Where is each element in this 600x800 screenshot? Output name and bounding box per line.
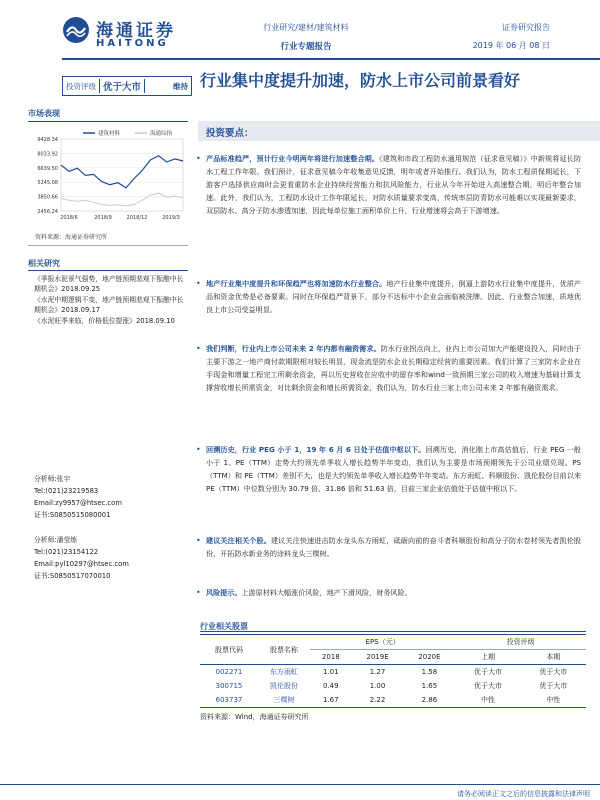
key-point-lead: 风险提示。 (206, 588, 242, 597)
cell-eps-2020e: 1.58 (421, 668, 438, 676)
analyst-name: 分析师:张宇 (34, 475, 71, 483)
stock-table-title: 行业相关股票 (200, 622, 248, 631)
related-item[interactable]: 《季报水泥景气强势，地产链预期悲观下酝酿中长期机会》2018.09.25 (34, 275, 184, 293)
x-tick-label: 2018/6 (60, 215, 78, 221)
series-line-haitong-index (61, 193, 183, 206)
report-type: 证券研究报告 (502, 23, 550, 32)
bullet-icon: • (196, 279, 201, 288)
col-header-2019e: 2019E (352, 650, 404, 665)
chart-legend (83, 129, 173, 137)
rating-status: 维持 (173, 81, 188, 91)
cell-rating-prev: 优于大市 (474, 668, 502, 676)
analyst-tel: Tel:(021)23154122 (34, 548, 99, 556)
cell-rating-curr: 优于大市 (539, 682, 568, 690)
bullet-icon: • (196, 536, 201, 545)
haitong-logo-icon (62, 16, 90, 44)
key-point-6 (196, 586, 581, 599)
analyst-name: 分析师:潘莹练 (34, 536, 78, 544)
chart-lines (61, 156, 183, 206)
y-tick-label: 2456.24 (37, 209, 58, 215)
y-tick-label: 6639.50 (37, 165, 58, 172)
legend-label: 建筑材料 (98, 131, 121, 137)
table-source: 资料来源：Wind，海通证券研究所 (200, 713, 309, 721)
key-point-3 (196, 342, 581, 394)
market-heading-rule (28, 121, 188, 122)
key-point-text: 地产行业集中度提升，倒逼上游防水行业集中度提升，优质产品和资金优势是必备要素。同时在环保趋严背景下，部分不达标中小企业会面临被洗牌。因此，行业整合加速，质地优良上市公司受益明显。 (206, 279, 582, 314)
key-point-5 (196, 534, 582, 560)
cell-rating-curr: 中性 (521, 693, 586, 708)
key-points-header (198, 121, 600, 141)
related-heading: 相关研究 (28, 259, 60, 268)
y-tick-label: 3850.66 (37, 194, 58, 201)
series-line-building-materials (61, 156, 183, 188)
rating-value: 优于大市 (99, 79, 145, 93)
col-header-2018: 2018 (310, 650, 352, 665)
col-header-2020e: 2020E (403, 650, 455, 665)
market-performance-chart (25, 127, 187, 222)
stock-table (200, 634, 586, 708)
bullet-icon: • (196, 445, 201, 454)
bullet-icon: • (196, 344, 201, 353)
y-tick-label: 8033.92 (37, 151, 58, 158)
cell-eps-2018: 1.01 (322, 668, 339, 676)
cell-name: 东方雨虹 (270, 668, 298, 676)
table-header-row (200, 635, 586, 650)
cell-name: 凯伦股份 (270, 682, 298, 690)
bullet-icon: • (196, 154, 201, 163)
related-item[interactable]: 《水泥中期逻辑不变，地产链预期悲观下酝酿中长期机会》2018.09.17 (34, 296, 184, 314)
report-kind: 行业专题报告 (280, 42, 332, 52)
key-points-label: 投资要点： (206, 128, 254, 139)
cell-eps-2020e: 2.86 (403, 693, 455, 708)
key-point-lead: 建议关注相关个股。 (206, 536, 271, 545)
footer-divider (0, 784, 600, 785)
cell-eps-2019e: 1.00 (369, 682, 386, 690)
y-tick-label: 5245.08 (37, 180, 58, 187)
cell-name: 三棵树 (258, 693, 310, 708)
cell-code: 300715 (215, 682, 243, 690)
col-header-rating: 投资评级 (455, 635, 586, 650)
x-tick-label: 2018/9 (94, 215, 112, 221)
report-title: 行业集中度提升加速，防水上市公司前景看好 (200, 71, 521, 90)
key-point-4 (196, 443, 581, 495)
col-header-prev: 上期 (455, 650, 520, 665)
key-point-text: 回溯历史，消化刚上市高估值后，行业 PEG 一般小于 1。PE（TTM）走势大约领先单季收入增长趋势半年变动，我们认为主要是市场预期领先于公司业绩兑现。PS（TTM）和 PE（TTM）差别不大，也是大约领先单季收入增长趋势半年变动。东方雨虹、科顺股份、凯伦股份目前以来 PE（TTM）中位数分别为 30.79 倍、31.86 倍和 51.63 倍，目前三家企业估值处于估值中枢以下。 (206, 445, 581, 493)
table-row (200, 693, 586, 708)
haitong-logo (62, 12, 262, 52)
analyst-email[interactable]: Email:zy9957@htsec.com (34, 499, 122, 507)
y-tick-label: 9428.34 (37, 137, 58, 143)
col-header-eps: EPS（元） (310, 635, 455, 650)
header-divider (62, 58, 600, 60)
cell-code: 002271 (215, 668, 243, 676)
cell-eps-2019e: 2.22 (352, 693, 404, 708)
bullet-icon: • (196, 588, 201, 597)
cell-rating-prev: 中性 (455, 693, 520, 708)
key-point-lead: 回溯历史，行业 PEG 小于 1，19 年 6 月 6 日处于估值中枢以下。 (206, 445, 426, 454)
cell-eps-2020e: 1.65 (421, 682, 438, 690)
cell-eps-2018: 1.67 (310, 693, 352, 708)
rating-label: 投资评级 (66, 81, 96, 91)
key-point-text: 防水行业拐点向上，业内上市公司加大产能建设投入，同时由于主要下游之一地产商付款期限相对较长明显，现金流是防水企业长期稳定经营的重要因素。我们计算了三家防水企业在手现金和增量工程完工所剩余资金，再以历史营收在应收中的留存率和wind一致预期三家公司的收入增速为基础计算支撑营收增长所需资金，对比剩余资金和增长所需资金，我们认为，防水行业三家上市公司未来 2 年都有融资需求。 (206, 344, 581, 392)
x-tick-label: 2019/3 (162, 215, 180, 221)
key-point-2 (196, 277, 582, 316)
cell-rating-prev: 优于大市 (474, 682, 502, 690)
cell-eps-2019e: 1.27 (369, 668, 386, 676)
report-category: 行业研究/建材/建筑材料 (263, 23, 349, 32)
chart-frame (61, 139, 183, 211)
key-point-1 (196, 152, 581, 217)
logo-text-en: HAITONG (96, 38, 169, 49)
report-date: 2019 年 06 月 08 日 (472, 41, 550, 50)
related-heading-rule (28, 270, 188, 271)
key-point-lead: 我们判断，行业内上市公司未来 2 年内都有融资需求。 (206, 344, 381, 353)
analyst-cert: 证书:S0850515080001 (34, 511, 111, 519)
col-header-code: 股票代码 (200, 635, 258, 665)
footer-disclaimer: 请务必阅读正文之后的信息披露和法律声明 (457, 790, 590, 798)
table-row (200, 665, 586, 680)
analyst-tel: Tel:(021)23219583 (34, 487, 99, 495)
analyst-2 (34, 534, 129, 582)
cell-code: 603737 (200, 693, 258, 708)
logo-text-cn: 海通证券 (96, 21, 176, 41)
chart-y-ticks (37, 137, 58, 215)
key-point-lead: 地产行业集中度提升和环保趋严也将加速防水行业整合。 (206, 279, 387, 288)
col-header-curr: 本期 (521, 650, 586, 665)
cell-rating-curr: 优于大市 (539, 668, 568, 676)
chart-x-ticks (60, 215, 180, 221)
rating-box (62, 76, 192, 96)
x-tick-label: 2018/12 (126, 215, 148, 221)
analyst-cert: 证书:S0850517070010 (34, 572, 111, 580)
analyst-1 (34, 473, 122, 521)
analyst-email[interactable]: Email:pyl10297@htsec.com (34, 560, 129, 568)
chart-source: 资料来源：海通证券研究所 (35, 234, 108, 241)
key-point-text: 《建筑和市政工程防水通用规范（征求意见稿）》中新规将延长防水工程工作年限。我们预计，征求意见稿今年收集意见反馈，明年或者开始推行。我们认为，防水工程质保期延长，下游客户选择供应商时会更看重防水企业持续经营能力和抗风险能力，行业从今年开始进入高速整合期，明后年整合加速。此外，我们认为，工程防水设计工作年限延长，对防水质量要求变高，传统率层防青防水可能难以实现最新要求，双层防水、高分子防水渗透加速，因此每单位施工面积单价上升，行业增速将会高于下游增速。 (206, 154, 581, 215)
cell-eps-2018: 0.49 (322, 682, 339, 690)
key-point-text: 建议关注快速进击防水龙头东方雨虹，砥砺向前的奋斗者科顺股份和高分子防水卷材领先者凯伦股份，开拓防水新业务的涂料龙头三棵树。 (206, 536, 582, 558)
legend-label: 海通综指 (150, 131, 173, 137)
key-point-text: 上游原材料大幅涨价风险，地产下滑风险，财务风险。 (241, 588, 412, 597)
chart-source-rule (28, 245, 188, 246)
key-point-lead: 产品标准趋严，预计行业今明两年将进行加速整合期。 (206, 154, 380, 163)
chart-grid (61, 139, 183, 211)
table-row (200, 679, 586, 693)
stock-table-rule (200, 631, 586, 632)
market-heading: 市场表现 (28, 109, 60, 118)
related-item[interactable]: 《水泥旺季来临，价格低位提涨》2018.09.10 (34, 317, 175, 325)
col-header-name: 股票名称 (258, 635, 310, 665)
